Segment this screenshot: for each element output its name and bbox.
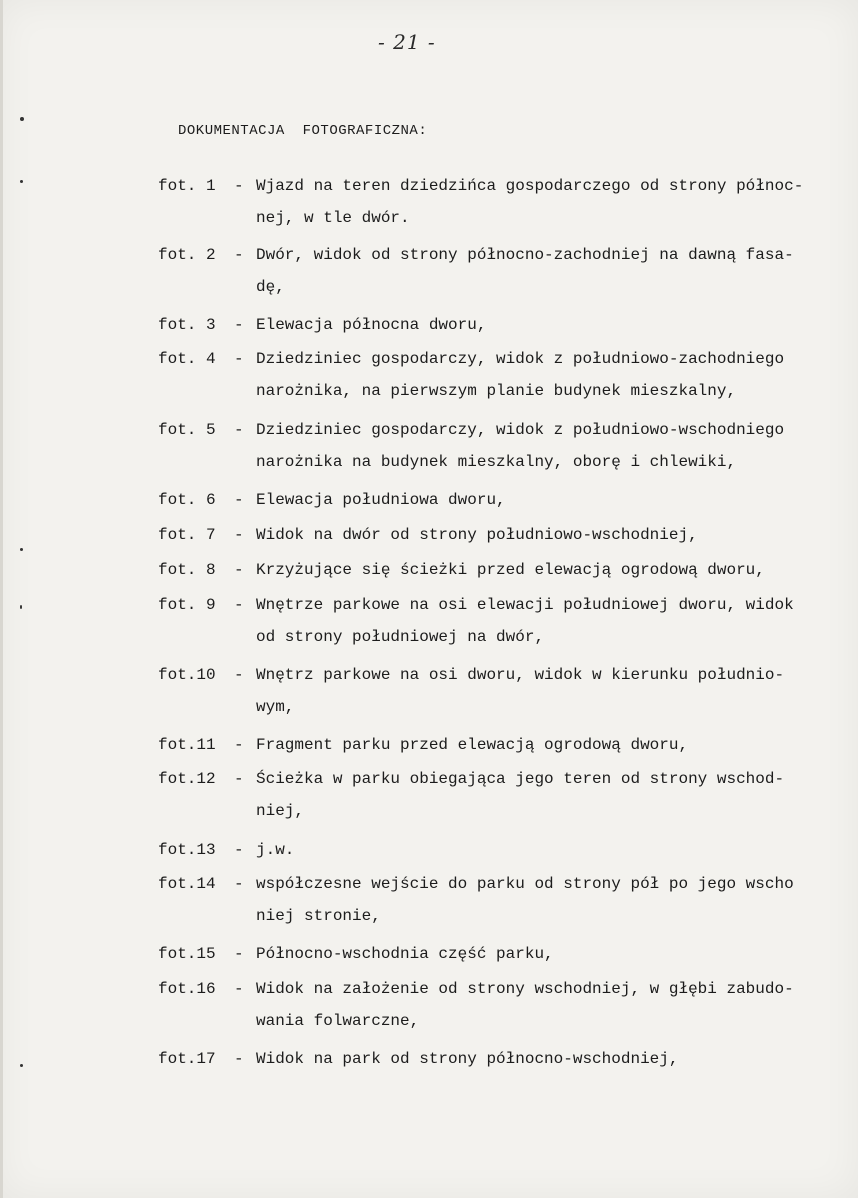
photo-caption-line-2: narożnika na budynek mieszkalny, oborę i chlewiki, <box>256 453 737 471</box>
separator-dash: - <box>234 350 244 368</box>
photo-caption-line-1: współczesne wejście do parku od strony pół po jego wscho <box>256 875 794 893</box>
photo-caption-line-1: Dziedziniec gospodarczy, widok z południowo-wschodniego <box>256 421 785 439</box>
photo-number: fot.17 <box>158 1050 216 1068</box>
photo-caption-line-1: Dwór, widok od strony północno-zachodniej na dawną fasa- <box>256 246 794 264</box>
separator-dash: - <box>234 596 244 614</box>
photo-caption-line-2: wania folwarczne, <box>256 1012 420 1030</box>
separator-dash: - <box>234 875 244 893</box>
separator-dash: - <box>234 980 244 998</box>
page-number: - 21 - <box>378 30 436 54</box>
photo-caption-line-1: Fragment parku przed elewacją ogrodową dworu, <box>256 736 689 754</box>
photo-caption-line-1: Elewacja północna dworu, <box>256 316 487 334</box>
separator-dash: - <box>234 177 244 195</box>
photo-caption-line-2: niej stronie, <box>256 907 381 925</box>
photo-caption-line-2: wym, <box>256 698 295 716</box>
separator-dash: - <box>234 736 244 754</box>
photo-caption-line-1: Widok na park od strony północno-wschodniej, <box>256 1050 679 1068</box>
separator-dash: - <box>234 770 244 788</box>
photo-caption-line-1: Wnętrz parkowe na osi dworu, widok w kierunku południo- <box>256 666 785 684</box>
photo-caption-line-1: Wnętrze parkowe na osi elewacji południowej dworu, widok <box>256 596 794 614</box>
separator-dash: - <box>234 316 244 334</box>
photo-number: fot. 3 <box>158 316 216 334</box>
photo-caption-line-2: narożnika, na pierwszym planie budynek mieszkalny, <box>256 382 737 400</box>
photo-number: fot.15 <box>158 945 216 963</box>
separator-dash: - <box>234 1050 244 1068</box>
photo-caption-line-1: Dziedziniec gospodarczy, widok z południowo-zachodniego <box>256 350 785 368</box>
photo-number: fot. 5 <box>158 421 216 439</box>
photo-caption-line-2: nej, w tle dwór. <box>256 209 410 227</box>
separator-dash: - <box>234 841 244 859</box>
separator-dash: - <box>234 246 244 264</box>
photo-caption-line-1: Widok na założenie od strony wschodniej, w głębi zabudo- <box>256 980 794 998</box>
separator-dash: - <box>234 666 244 684</box>
photo-caption-line-1: j.w. <box>256 841 295 859</box>
photo-number: fot. 6 <box>158 491 216 509</box>
photo-number: fot.10 <box>158 666 216 684</box>
photo-caption-line-1: Widok na dwór od strony południowo-wschodniej, <box>256 526 698 544</box>
separator-dash: - <box>234 421 244 439</box>
photo-number: fot. 2 <box>158 246 216 264</box>
photo-caption-line-2: dę, <box>256 278 285 296</box>
separator-dash: - <box>234 945 244 963</box>
photo-caption-line-2: od strony południowej na dwór, <box>256 628 545 646</box>
document-title: DOKUMENTACJA FOTOGRAFICZNA: <box>178 123 428 139</box>
photo-caption-line-1: Północno-wschodnia część parku, <box>256 945 554 963</box>
photo-number: fot.16 <box>158 980 216 998</box>
separator-dash: - <box>234 561 244 579</box>
photo-caption-line-1: Elewacja południowa dworu, <box>256 491 506 509</box>
photo-number: fot.14 <box>158 875 216 893</box>
photo-number: fot. 7 <box>158 526 216 544</box>
photo-caption-line-1: Ścieżka w parku obiegająca jego teren od strony wschod- <box>256 770 785 788</box>
photo-caption-line-1: Krzyżujące się ścieżki przed elewacją ogrodową dworu, <box>256 561 765 579</box>
photo-caption-line-2: niej, <box>256 802 305 820</box>
separator-dash: - <box>234 526 244 544</box>
photo-caption-line-1: Wjazd na teren dziedzińca gospodarczego od strony północ- <box>256 177 804 195</box>
photo-number: fot.13 <box>158 841 216 859</box>
photo-number: fot. 4 <box>158 350 216 368</box>
photo-number: fot.12 <box>158 770 216 788</box>
separator-dash: - <box>234 491 244 509</box>
photo-number: fot.11 <box>158 736 216 754</box>
photo-number: fot. 8 <box>158 561 216 579</box>
photo-number: fot. 1 <box>158 177 216 195</box>
photo-number: fot. 9 <box>158 596 216 614</box>
